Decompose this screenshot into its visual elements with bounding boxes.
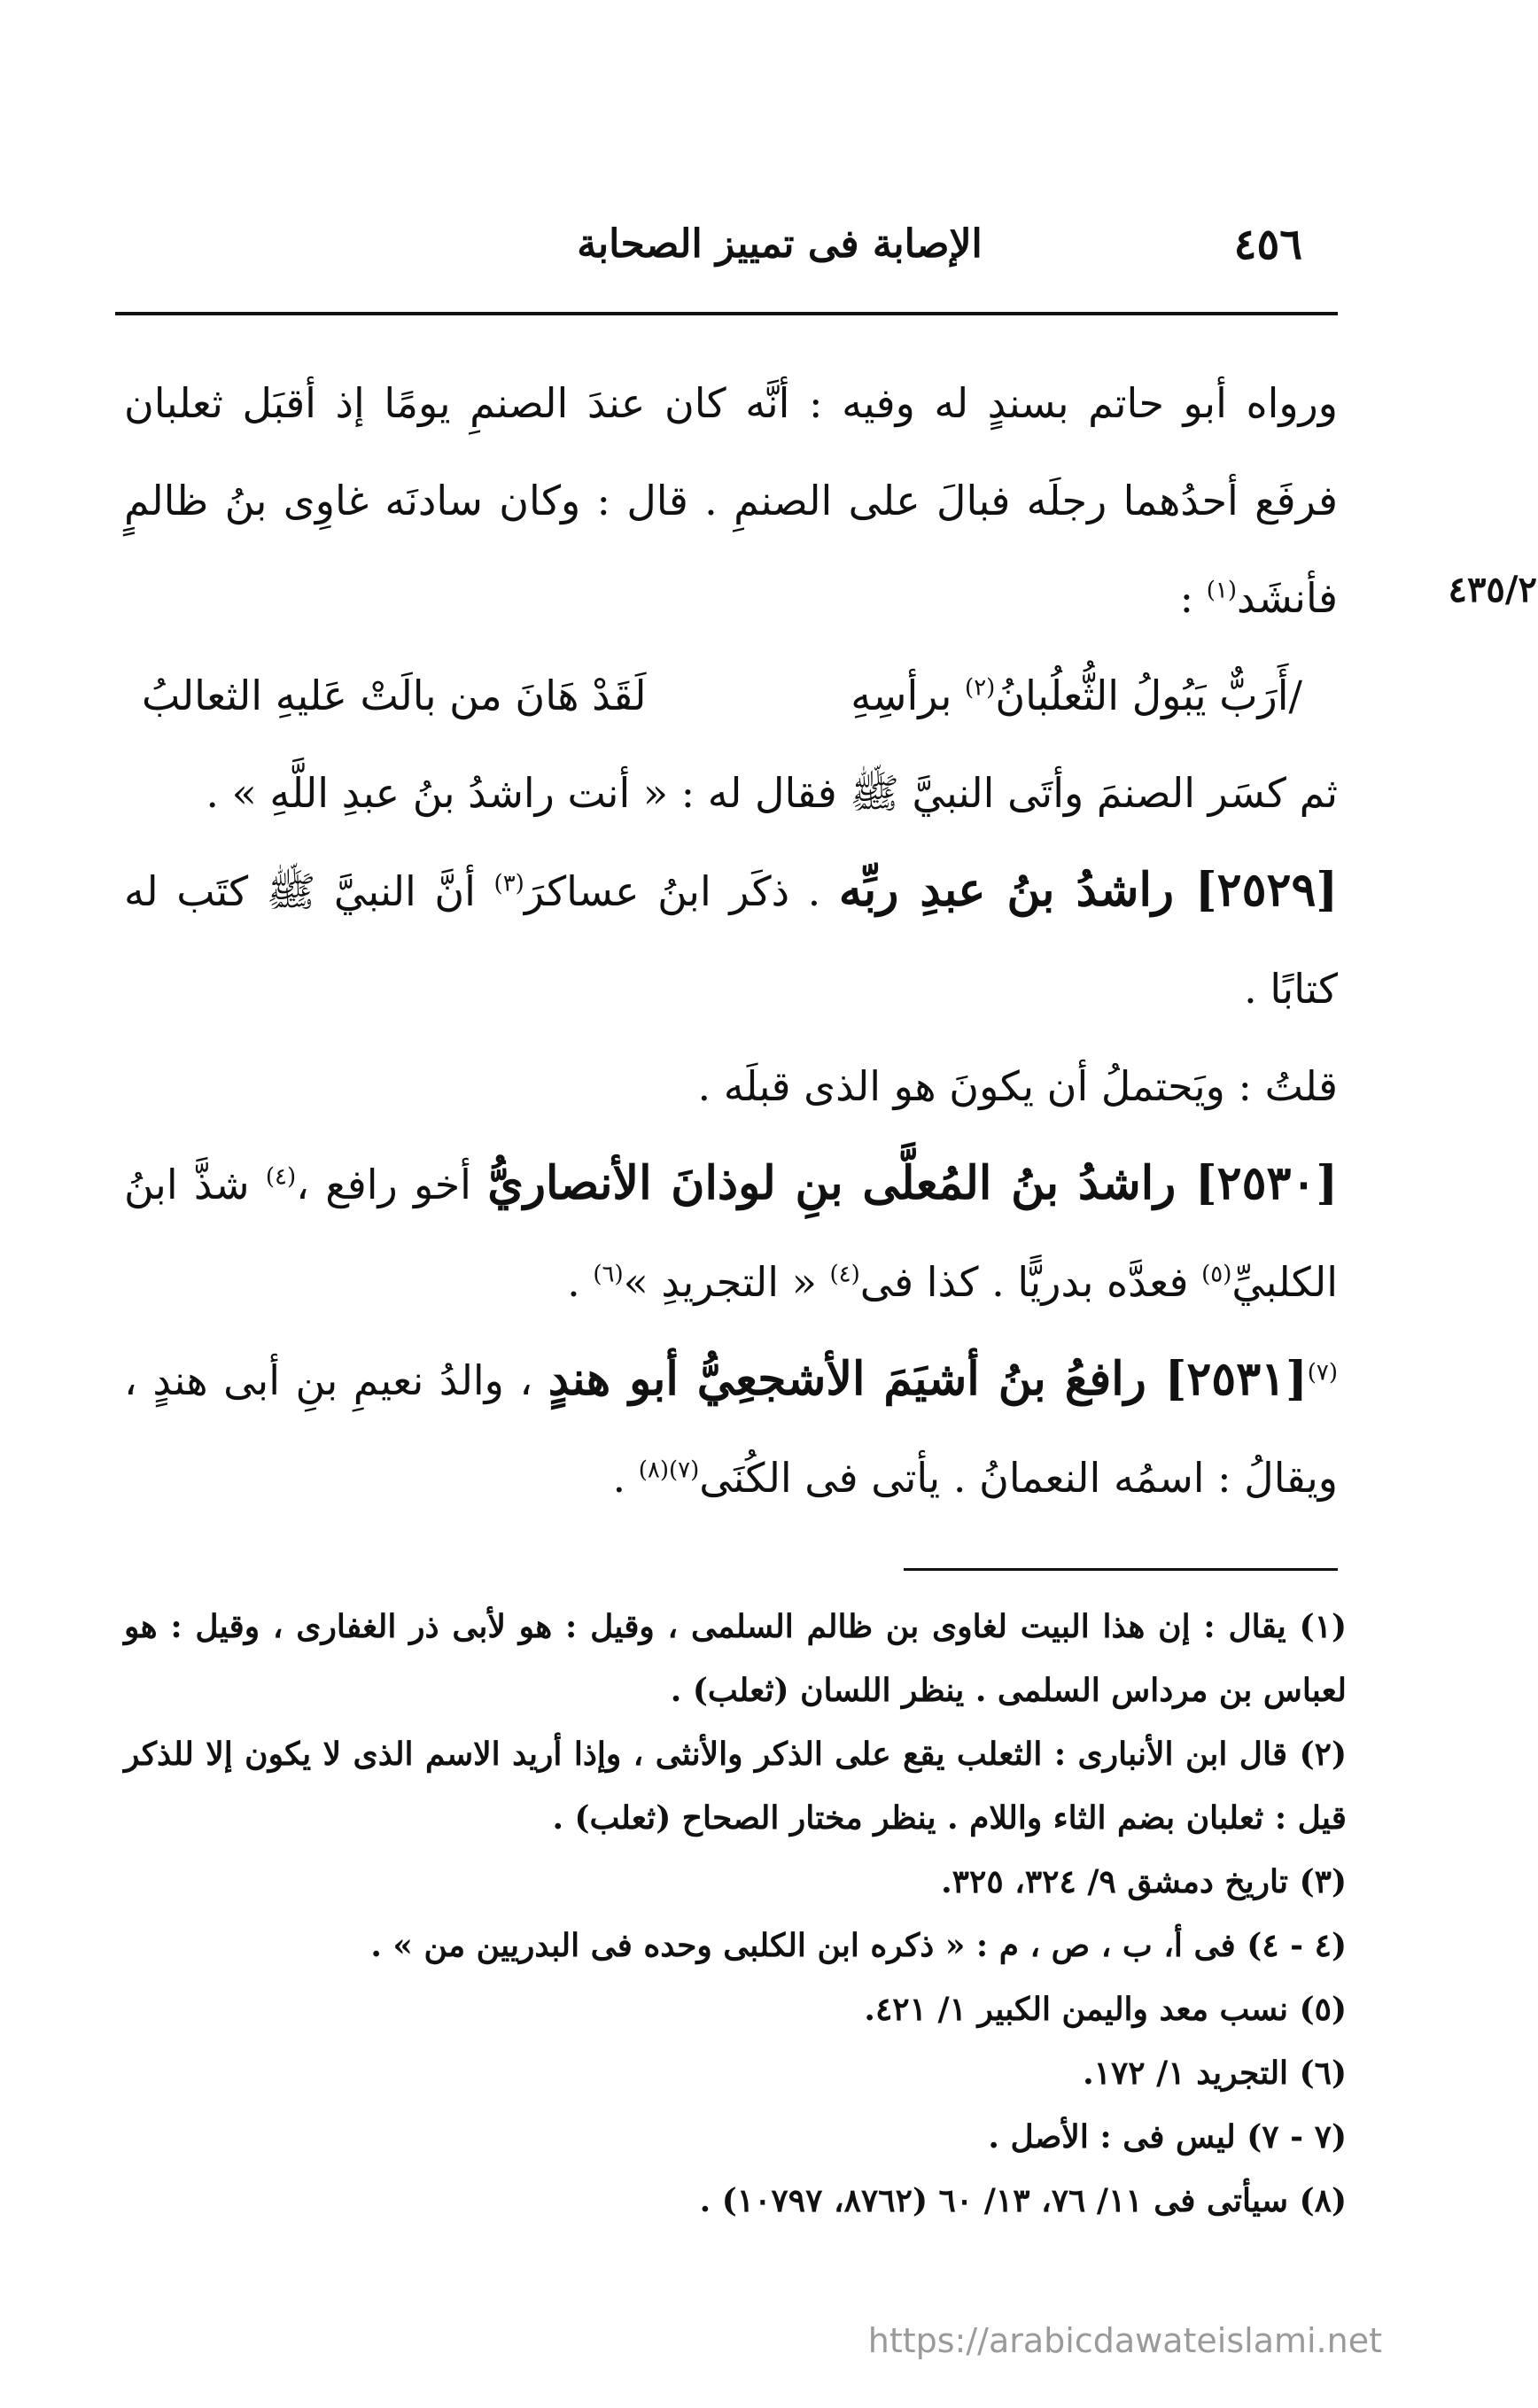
footnote-ref[interactable]: (٧) xyxy=(1307,1359,1338,1387)
footnote-ref[interactable]: (٧)(٨) xyxy=(638,1456,700,1484)
entry-title: [٢٥٣١] رافعُ بنُ أشيَمَ الأشجعِيُّ أبو هندٍ xyxy=(548,1352,1308,1406)
header-rule xyxy=(115,312,1338,315)
footnote-2: (٢) قال ابن الأنبارى : الثعلب يقع على الذكر والأنثى ، وإذا أريد الاسم الذى لا يكون إلا للذكر قيل : ثعلبان بضم الثاء واللام . ينظر مختار الصحاح (ثعلب) . xyxy=(124,1736,1347,1837)
margin-reference: ٤٣٥/٢ xyxy=(1448,569,1537,610)
footnote-separator xyxy=(904,1568,1338,1571)
poem-verse xyxy=(124,647,1338,744)
footnote-ref[interactable]: (٦) xyxy=(593,1261,624,1288)
footnote-1: (١) يقال : إن هذا البيت لغاوى بن ظالم السلمى ، وقيل : هو لأبى ذر الغفارى ، وقيل : هو لعباس بن مرداس السلمى . ينظر اللسان (ثعلب) . xyxy=(124,1608,1347,1709)
entry-2529: [٢٥٢٩] راشدُ بنُ عبدِ ربِّه . ذكَر ابنُ عساكرَ$^{(٣)}$ أنَّ النبيَّ ﷺ كتَب له كتابًا . xyxy=(124,863,1338,1013)
footnote-ref[interactable]: (٤) xyxy=(829,1261,860,1288)
footnotes xyxy=(124,1595,1347,2233)
entry-2531: $^{(٧)}$[٢٥٣١] رافعُ بنُ أشيَمَ الأشجعِيُّ أبو هندٍ ، والدُ نعيمِ بنِ أبى هندٍ ، ويقالُ : اسمُه النعمانُ . يأتى فى الكُنَى$^{(٧)(٨)}$ . xyxy=(124,1352,1338,1502)
footnote-ref[interactable]: (٢) xyxy=(965,674,996,702)
footnote-ref[interactable]: (٥) xyxy=(1201,1261,1232,1288)
paragraph-conclusion: ثم كسَر الصنمَ وأتَى النبيَّ ﷺ فقال له : « أنت راشدُ بنُ عبدِ اللَّهِ » . xyxy=(206,769,1338,817)
entry-title: [٢٥٣٠] راشدُ بنُ المُعلَّى بنِ لوذانَ الأنصاريُّ xyxy=(487,1156,1338,1210)
paragraph-comment: قلتُ : ويَحتملُ أن يكونَ هو الذى قبلَه . xyxy=(697,1062,1338,1110)
running-title: الإصابة فى تمييز الصحابة xyxy=(577,221,983,267)
footnote-4: (٤ - ٤) فى أ، ب ، ص ، م : « ذكره ابن الكلبى وحده فى البدريين من » . xyxy=(370,1927,1347,1964)
entry-title: [٢٥٢٩] راشدُ بنُ عبدِ ربِّه xyxy=(838,863,1338,917)
verse-second-hemistich: لَقَدْ هَانَ من بالَتْ عَليهِ الثعالبُ xyxy=(142,672,647,719)
footnote-5: (٥) نسب معد واليمن الكبير ١/ ٤٢١. xyxy=(864,1991,1347,2028)
page-header xyxy=(115,213,1338,284)
footnote-7: (٧ - ٧) ليس فى : الأصل . xyxy=(988,2118,1347,2156)
footnote-ref[interactable]: (٤) xyxy=(265,1163,297,1191)
watermark-url: https://arabicdawateislami.net xyxy=(867,2321,1382,2360)
entry-2530: [٢٥٣٠] راشدُ بنُ المُعلَّى بنِ لوذانَ الأنصاريُّ أخو رافع ،$^{(٤)}$ شذَّ ابنُ الكلبيِّ$^{(٥)}$ فعدَّه بدريًّا . كذا فى$^{(٤)}$ « التجريدِ »$^{(٦)}$ . xyxy=(124,1156,1338,1306)
footnote-ref[interactable]: (٣) xyxy=(493,870,524,897)
footnote-6: (٦) التجريد ١/ ١٧٢. xyxy=(1083,2055,1347,2092)
footnote-3: (٣) تاريخ دمشق ٩/ ٣٢٤، ٣٢٥. xyxy=(941,1863,1347,1900)
verse-first-hemistich: /أَرَبٌّ يَبُولُ الثُّعلُبانُ$^{(٢)}$ برأسِهِ xyxy=(851,672,1302,719)
footnote-8: (٨) سيأتى فى ١١/ ٧٦، ١٣/ ٦٠ (٨٧٦٢، ١٠٧٩٧) . xyxy=(699,2182,1347,2219)
main-text xyxy=(124,354,1338,1526)
footnote-ref[interactable]: (١) xyxy=(1206,577,1237,604)
page-number: ٤٥٦ xyxy=(1233,220,1302,269)
paragraph-narration: ورواه أبو حاتم بسندٍ له وفيه : أنَّه كان عندَ الصنمِ يومًا إذ أقبَل ثعلبان فرفَع أحدُهما رجلَه فبالَ على الصنمِ . قال : وكان سادنَه غاوِى بنُ ظالمٍ فأنشَد$^{(١)}$ : xyxy=(124,379,1338,622)
